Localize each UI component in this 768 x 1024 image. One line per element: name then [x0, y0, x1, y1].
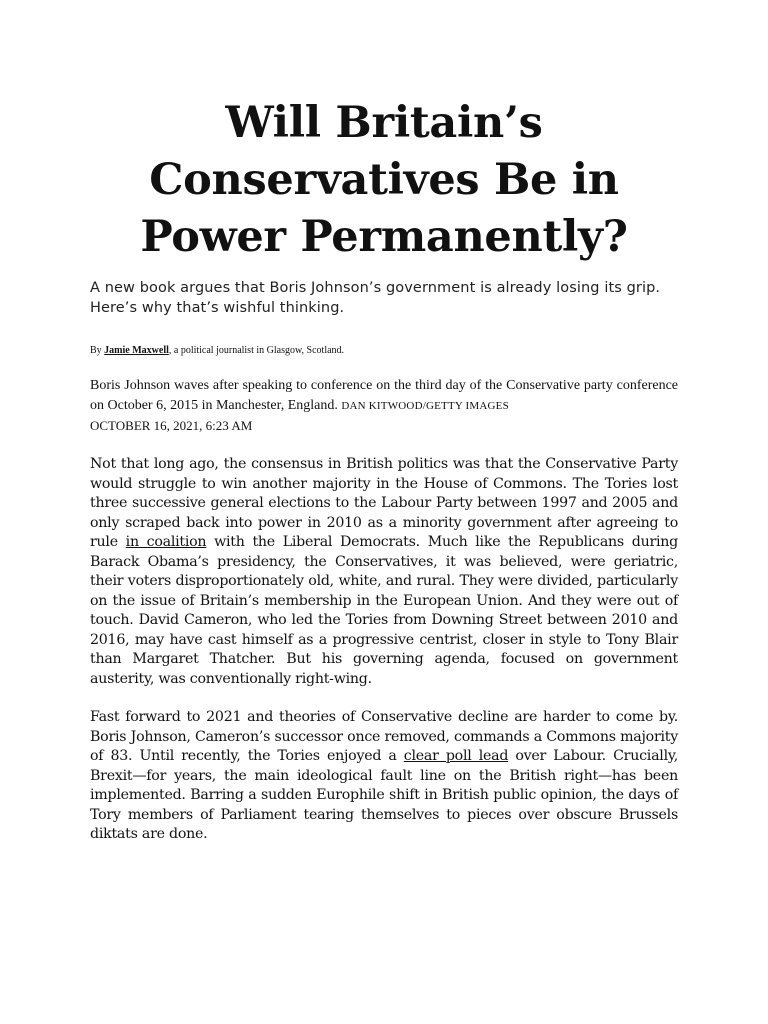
paragraph-text: over Labour. Crucially, Brexit—for years, the main ideological fault line on the British right—has been implemented. Barring a sudden Europhile shift in British public opinion, the days of Tory members of Parliament tearing themselves to pieces over obscure Brussels diktats are done.: [90, 748, 678, 842]
byline: [90, 344, 678, 358]
photo-credit: DAN KITWOOD/GETTY IMAGES: [341, 400, 509, 412]
article-dek: A new book argues that Boris Johnson’s government is already losing its grip. Here’s why that’s wishful thinking.: [90, 280, 661, 316]
author-link[interactable]: Jamie Maxwell: [104, 345, 169, 356]
article: [90, 0, 678, 845]
byline-prefix: By: [90, 345, 105, 356]
in-coalition-link[interactable]: in coalition: [125, 534, 207, 550]
byline-suffix: , a political journalist in Glasgow, Scotland.: [168, 345, 345, 356]
article-headline: Will Britain’s Conservatives Be in Power Permanently?: [140, 98, 628, 262]
body-paragraph: [90, 455, 678, 689]
body-paragraph: [90, 708, 678, 845]
paragraph-text: with the Liberal Democrats. Much like the Republicans during Barack Obama’s presidency, the Conservatives, it was believed, were geriatric, their voters disproportionately old, white, and rural. They were divided, particularly on the issue of Britain’s membership in the European Union. And they were out of touch. David Cameron, who led the Tories from Downing Street between 2010 and 2016, may have cast himself as a progressive centrist, closer in style to Tony Blair than Margaret Thatcher. But his governing agenda, focused on government austerity, was conventionally right-wing.: [90, 534, 678, 687]
photo-caption-text: Boris Johnson waves after speaking to conference on the third day of the Conservative party conference on October 6, 2015 in Manchester, England.: [90, 378, 678, 413]
photo-caption: [90, 376, 678, 416]
clear-poll-lead-link[interactable]: clear poll lead: [403, 748, 509, 764]
paragraph-text: Not that long ago, the consensus in British politics was that the Conservative Party would struggle to win another majority in the House of Commons. The Tories lost three successive general elections to the Labour Party between 1997 and 2005 and only scraped back into power in 2010 as a minority government after agreeing to rule: [90, 456, 678, 550]
paragraph-text: Fast forward to 2021 and theories of Conservative decline are harder to come by. Boris Johnson, Cameron’s successor once removed, commands a Commons majority of 83. Until recently, the Tories enjoyed a: [90, 709, 678, 764]
publish-date: OCTOBER 16, 2021, 6:23 AM: [90, 418, 253, 433]
